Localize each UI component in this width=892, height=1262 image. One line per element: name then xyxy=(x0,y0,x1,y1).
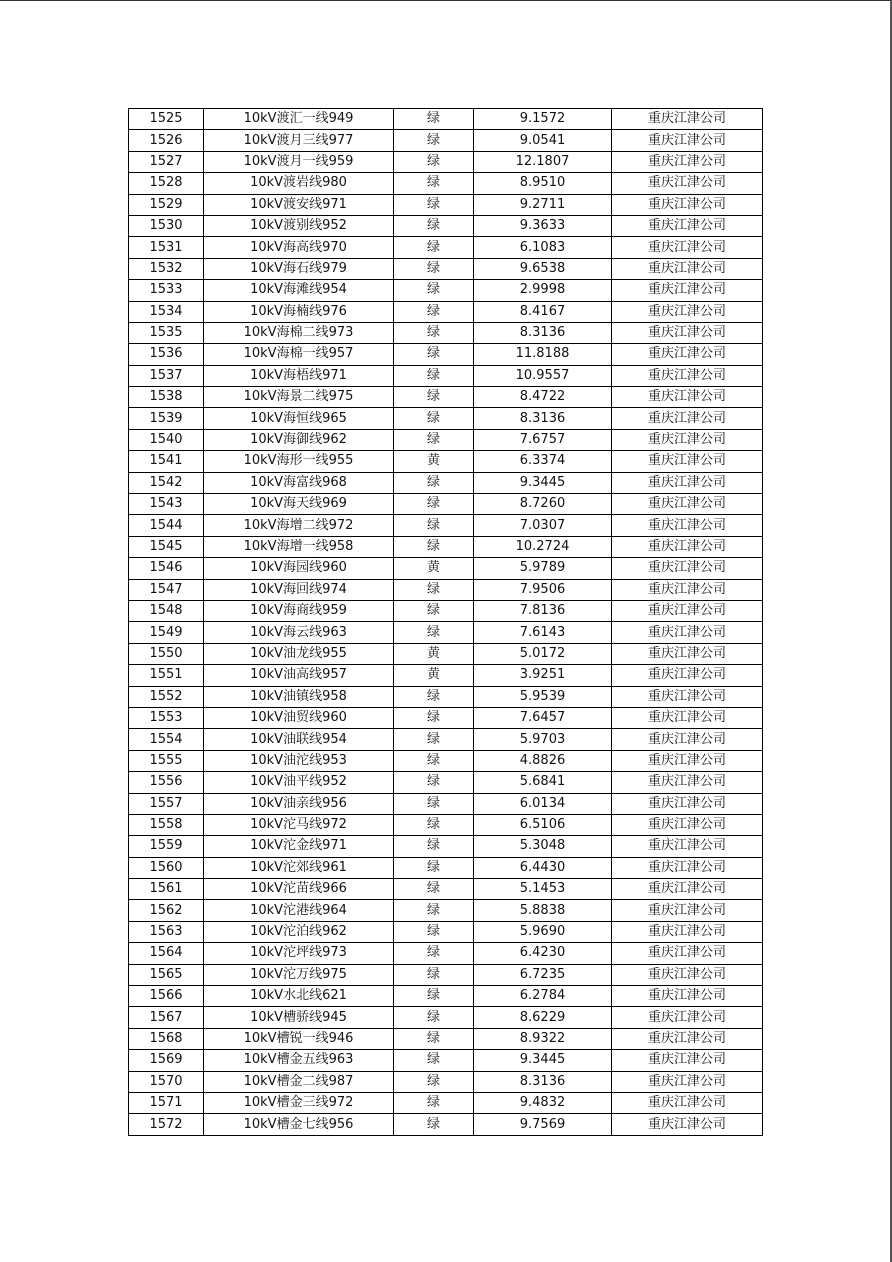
value-cell: 8.7260 xyxy=(474,494,612,515)
row-number-cell: 1541 xyxy=(129,451,204,472)
value-cell: 9.6538 xyxy=(474,258,612,279)
status-color-cell: 绿 xyxy=(394,1028,474,1049)
company-cell: 重庆江津公司 xyxy=(612,943,763,964)
line-name-cell: 10kV沱苗线966 xyxy=(204,879,394,900)
value-cell: 8.6229 xyxy=(474,1007,612,1028)
table-row xyxy=(129,301,763,322)
value-cell: 9.1572 xyxy=(474,109,612,130)
status-color-cell: 绿 xyxy=(394,215,474,236)
value-cell: 5.0172 xyxy=(474,643,612,664)
row-number-cell: 1528 xyxy=(129,173,204,194)
line-name-cell: 10kV渡别线952 xyxy=(204,215,394,236)
status-color-cell: 绿 xyxy=(394,1114,474,1135)
value-cell: 9.3445 xyxy=(474,472,612,493)
line-name-cell: 10kV海梧线971 xyxy=(204,365,394,386)
table-row xyxy=(129,451,763,472)
company-cell: 重庆江津公司 xyxy=(612,1092,763,1113)
table-row xyxy=(129,109,763,130)
status-color-cell: 绿 xyxy=(394,772,474,793)
company-cell: 重庆江津公司 xyxy=(612,515,763,536)
row-number-cell: 1547 xyxy=(129,579,204,600)
company-cell: 重庆江津公司 xyxy=(612,215,763,236)
table-body xyxy=(129,109,763,1136)
company-cell: 重庆江津公司 xyxy=(612,387,763,408)
value-cell: 12.1807 xyxy=(474,151,612,172)
row-number-cell: 1536 xyxy=(129,344,204,365)
row-number-cell: 1566 xyxy=(129,986,204,1007)
table-row xyxy=(129,665,763,686)
company-cell: 重庆江津公司 xyxy=(612,643,763,664)
line-name-cell: 10kV海御线962 xyxy=(204,429,394,450)
status-color-cell: 绿 xyxy=(394,429,474,450)
value-cell: 11.8188 xyxy=(474,344,612,365)
value-cell: 4.8826 xyxy=(474,750,612,771)
line-name-cell: 10kV海高线970 xyxy=(204,237,394,258)
value-cell: 8.3136 xyxy=(474,408,612,429)
row-number-cell: 1538 xyxy=(129,387,204,408)
company-cell: 重庆江津公司 xyxy=(612,322,763,343)
row-number-cell: 1561 xyxy=(129,879,204,900)
line-name-cell: 10kV海景二线975 xyxy=(204,387,394,408)
table-row xyxy=(129,1007,763,1028)
line-name-cell: 10kV海园线960 xyxy=(204,558,394,579)
company-cell: 重庆江津公司 xyxy=(612,622,763,643)
line-name-cell: 10kV槽金五线963 xyxy=(204,1050,394,1071)
table-row xyxy=(129,344,763,365)
table-row xyxy=(129,1114,763,1135)
table-row xyxy=(129,707,763,728)
company-cell: 重庆江津公司 xyxy=(612,558,763,579)
status-color-cell: 绿 xyxy=(394,258,474,279)
company-cell: 重庆江津公司 xyxy=(612,814,763,835)
status-color-cell: 绿 xyxy=(394,793,474,814)
status-color-cell: 绿 xyxy=(394,857,474,878)
value-cell: 5.8838 xyxy=(474,900,612,921)
status-color-cell: 绿 xyxy=(394,1092,474,1113)
company-cell: 重庆江津公司 xyxy=(612,665,763,686)
row-number-cell: 1570 xyxy=(129,1071,204,1092)
line-name-cell: 10kV沱金线971 xyxy=(204,836,394,857)
table-row xyxy=(129,365,763,386)
line-name-cell: 10kV海棉二线973 xyxy=(204,322,394,343)
company-cell: 重庆江津公司 xyxy=(612,472,763,493)
row-number-cell: 1565 xyxy=(129,964,204,985)
status-color-cell: 绿 xyxy=(394,900,474,921)
company-cell: 重庆江津公司 xyxy=(612,1071,763,1092)
value-cell: 8.3136 xyxy=(474,322,612,343)
table-row xyxy=(129,643,763,664)
line-name-cell: 10kV油贸线960 xyxy=(204,707,394,728)
value-cell: 7.6757 xyxy=(474,429,612,450)
row-number-cell: 1535 xyxy=(129,322,204,343)
row-number-cell: 1534 xyxy=(129,301,204,322)
value-cell: 5.1453 xyxy=(474,879,612,900)
table-row xyxy=(129,280,763,301)
value-cell: 10.2724 xyxy=(474,536,612,557)
table-row xyxy=(129,793,763,814)
row-number-cell: 1553 xyxy=(129,707,204,728)
status-color-cell: 绿 xyxy=(394,494,474,515)
value-cell: 10.9557 xyxy=(474,365,612,386)
status-color-cell: 黄 xyxy=(394,451,474,472)
row-number-cell: 1572 xyxy=(129,1114,204,1135)
value-cell: 9.2711 xyxy=(474,194,612,215)
company-cell: 重庆江津公司 xyxy=(612,921,763,942)
status-color-cell: 绿 xyxy=(394,836,474,857)
table-row xyxy=(129,729,763,750)
value-cell: 5.9703 xyxy=(474,729,612,750)
value-cell: 5.9789 xyxy=(474,558,612,579)
status-color-cell: 绿 xyxy=(394,707,474,728)
status-color-cell: 绿 xyxy=(394,622,474,643)
line-name-cell: 10kV海富线968 xyxy=(204,472,394,493)
value-cell: 6.7235 xyxy=(474,964,612,985)
row-number-cell: 1526 xyxy=(129,130,204,151)
company-cell: 重庆江津公司 xyxy=(612,1114,763,1135)
table-row xyxy=(129,408,763,429)
company-cell: 重庆江津公司 xyxy=(612,301,763,322)
table-row xyxy=(129,387,763,408)
company-cell: 重庆江津公司 xyxy=(612,151,763,172)
table-row xyxy=(129,258,763,279)
line-name-cell: 10kV油沱线953 xyxy=(204,750,394,771)
line-name-cell: 10kV海天线969 xyxy=(204,494,394,515)
table-row xyxy=(129,772,763,793)
row-number-cell: 1549 xyxy=(129,622,204,643)
page-top-edge xyxy=(0,0,892,1)
table-row xyxy=(129,1071,763,1092)
company-cell: 重庆江津公司 xyxy=(612,729,763,750)
value-cell: 9.4832 xyxy=(474,1092,612,1113)
table-row xyxy=(129,1028,763,1049)
table-row xyxy=(129,322,763,343)
value-cell: 6.0134 xyxy=(474,793,612,814)
row-number-cell: 1533 xyxy=(129,280,204,301)
status-color-cell: 黄 xyxy=(394,665,474,686)
row-number-cell: 1532 xyxy=(129,258,204,279)
table-row xyxy=(129,173,763,194)
table-row xyxy=(129,1050,763,1071)
table-row xyxy=(129,836,763,857)
row-number-cell: 1560 xyxy=(129,857,204,878)
table-row xyxy=(129,429,763,450)
row-number-cell: 1545 xyxy=(129,536,204,557)
value-cell: 8.4722 xyxy=(474,387,612,408)
line-name-cell: 10kV槽金三线972 xyxy=(204,1092,394,1113)
line-name-cell: 10kV槽锐一线946 xyxy=(204,1028,394,1049)
value-cell: 7.6143 xyxy=(474,622,612,643)
line-name-cell: 10kV渡汇一线949 xyxy=(204,109,394,130)
company-cell: 重庆江津公司 xyxy=(612,964,763,985)
company-cell: 重庆江津公司 xyxy=(612,707,763,728)
company-cell: 重庆江津公司 xyxy=(612,1007,763,1028)
row-number-cell: 1537 xyxy=(129,365,204,386)
line-name-cell: 10kV渡岩线980 xyxy=(204,173,394,194)
status-color-cell: 绿 xyxy=(394,536,474,557)
value-cell: 6.1083 xyxy=(474,237,612,258)
value-cell: 6.2784 xyxy=(474,986,612,1007)
company-cell: 重庆江津公司 xyxy=(612,1028,763,1049)
company-cell: 重庆江津公司 xyxy=(612,429,763,450)
row-number-cell: 1563 xyxy=(129,921,204,942)
status-color-cell: 绿 xyxy=(394,814,474,835)
row-number-cell: 1558 xyxy=(129,814,204,835)
line-name-cell: 10kV海增一线958 xyxy=(204,536,394,557)
table-row xyxy=(129,130,763,151)
row-number-cell: 1525 xyxy=(129,109,204,130)
company-cell: 重庆江津公司 xyxy=(612,857,763,878)
row-number-cell: 1551 xyxy=(129,665,204,686)
table-row xyxy=(129,579,763,600)
value-cell: 7.0307 xyxy=(474,515,612,536)
line-name-cell: 10kV沱郊线961 xyxy=(204,857,394,878)
table-row xyxy=(129,879,763,900)
company-cell: 重庆江津公司 xyxy=(612,1050,763,1071)
table-row xyxy=(129,857,763,878)
row-number-cell: 1542 xyxy=(129,472,204,493)
table-row xyxy=(129,622,763,643)
status-color-cell: 绿 xyxy=(394,365,474,386)
company-cell: 重庆江津公司 xyxy=(612,408,763,429)
row-number-cell: 1569 xyxy=(129,1050,204,1071)
table-row xyxy=(129,986,763,1007)
company-cell: 重庆江津公司 xyxy=(612,793,763,814)
value-cell: 6.4430 xyxy=(474,857,612,878)
value-cell: 6.3374 xyxy=(474,451,612,472)
status-color-cell: 绿 xyxy=(394,964,474,985)
status-color-cell: 绿 xyxy=(394,943,474,964)
table-row xyxy=(129,686,763,707)
table-row xyxy=(129,194,763,215)
value-cell: 5.6841 xyxy=(474,772,612,793)
row-number-cell: 1562 xyxy=(129,900,204,921)
line-name-cell: 10kV海恒线965 xyxy=(204,408,394,429)
company-cell: 重庆江津公司 xyxy=(612,344,763,365)
row-number-cell: 1559 xyxy=(129,836,204,857)
status-color-cell: 绿 xyxy=(394,322,474,343)
status-color-cell: 绿 xyxy=(394,579,474,600)
row-number-cell: 1556 xyxy=(129,772,204,793)
line-name-cell: 10kV渡月三线977 xyxy=(204,130,394,151)
company-cell: 重庆江津公司 xyxy=(612,280,763,301)
value-cell: 7.8136 xyxy=(474,600,612,621)
status-color-cell: 绿 xyxy=(394,301,474,322)
company-cell: 重庆江津公司 xyxy=(612,986,763,1007)
row-number-cell: 1571 xyxy=(129,1092,204,1113)
company-cell: 重庆江津公司 xyxy=(612,109,763,130)
row-number-cell: 1564 xyxy=(129,943,204,964)
row-number-cell: 1567 xyxy=(129,1007,204,1028)
row-number-cell: 1531 xyxy=(129,237,204,258)
row-number-cell: 1554 xyxy=(129,729,204,750)
table-row xyxy=(129,921,763,942)
line-name-cell: 10kV油高线957 xyxy=(204,665,394,686)
line-name-cell: 10kV槽金二线987 xyxy=(204,1071,394,1092)
line-name-cell: 10kV沱泊线962 xyxy=(204,921,394,942)
company-cell: 重庆江津公司 xyxy=(612,836,763,857)
line-name-cell: 10kV沱坪线973 xyxy=(204,943,394,964)
status-color-cell: 绿 xyxy=(394,280,474,301)
line-name-cell: 10kV渡安线971 xyxy=(204,194,394,215)
table-row xyxy=(129,515,763,536)
line-name-cell: 10kV海形一线955 xyxy=(204,451,394,472)
line-name-cell: 10kV海回线974 xyxy=(204,579,394,600)
row-number-cell: 1548 xyxy=(129,600,204,621)
value-cell: 3.9251 xyxy=(474,665,612,686)
table-row xyxy=(129,750,763,771)
line-name-cell: 10kV油平线952 xyxy=(204,772,394,793)
company-cell: 重庆江津公司 xyxy=(612,900,763,921)
company-cell: 重庆江津公司 xyxy=(612,579,763,600)
line-name-cell: 10kV渡月一线959 xyxy=(204,151,394,172)
value-cell: 5.9690 xyxy=(474,921,612,942)
status-color-cell: 绿 xyxy=(394,472,474,493)
status-color-cell: 黄 xyxy=(394,643,474,664)
status-color-cell: 绿 xyxy=(394,686,474,707)
table-row xyxy=(129,943,763,964)
table-row xyxy=(129,964,763,985)
row-number-cell: 1552 xyxy=(129,686,204,707)
value-cell: 9.3633 xyxy=(474,215,612,236)
line-name-cell: 10kV海增二线972 xyxy=(204,515,394,536)
value-cell: 9.0541 xyxy=(474,130,612,151)
value-cell: 2.9998 xyxy=(474,280,612,301)
line-name-cell: 10kV油联线954 xyxy=(204,729,394,750)
value-cell: 5.3048 xyxy=(474,836,612,857)
company-cell: 重庆江津公司 xyxy=(612,772,763,793)
status-color-cell: 绿 xyxy=(394,237,474,258)
company-cell: 重庆江津公司 xyxy=(612,365,763,386)
status-color-cell: 绿 xyxy=(394,986,474,1007)
company-cell: 重庆江津公司 xyxy=(612,130,763,151)
value-cell: 8.3136 xyxy=(474,1071,612,1092)
company-cell: 重庆江津公司 xyxy=(612,750,763,771)
table-row xyxy=(129,814,763,835)
status-color-cell: 绿 xyxy=(394,515,474,536)
row-number-cell: 1543 xyxy=(129,494,204,515)
status-color-cell: 绿 xyxy=(394,600,474,621)
status-color-cell: 绿 xyxy=(394,879,474,900)
line-name-cell: 10kV槽骄线945 xyxy=(204,1007,394,1028)
table-row xyxy=(129,600,763,621)
row-number-cell: 1568 xyxy=(129,1028,204,1049)
value-cell: 9.7569 xyxy=(474,1114,612,1135)
status-color-cell: 绿 xyxy=(394,387,474,408)
line-name-cell: 10kV海商线959 xyxy=(204,600,394,621)
line-name-cell: 10kV槽金七线956 xyxy=(204,1114,394,1135)
line-name-cell: 10kV海云线963 xyxy=(204,622,394,643)
row-number-cell: 1527 xyxy=(129,151,204,172)
company-cell: 重庆江津公司 xyxy=(612,600,763,621)
table-row xyxy=(129,151,763,172)
row-number-cell: 1550 xyxy=(129,643,204,664)
row-number-cell: 1540 xyxy=(129,429,204,450)
table-row xyxy=(129,558,763,579)
line-name-cell: 10kV海楠线976 xyxy=(204,301,394,322)
line-name-cell: 10kV油龙线955 xyxy=(204,643,394,664)
line-name-cell: 10kV水北线621 xyxy=(204,986,394,1007)
status-color-cell: 绿 xyxy=(394,130,474,151)
value-cell: 8.9510 xyxy=(474,173,612,194)
status-color-cell: 绿 xyxy=(394,344,474,365)
status-color-cell: 绿 xyxy=(394,750,474,771)
company-cell: 重庆江津公司 xyxy=(612,536,763,557)
table-row xyxy=(129,237,763,258)
row-number-cell: 1555 xyxy=(129,750,204,771)
row-number-cell: 1546 xyxy=(129,558,204,579)
status-color-cell: 绿 xyxy=(394,1071,474,1092)
table-row xyxy=(129,536,763,557)
company-cell: 重庆江津公司 xyxy=(612,173,763,194)
table-row xyxy=(129,900,763,921)
value-cell: 8.4167 xyxy=(474,301,612,322)
status-color-cell: 绿 xyxy=(394,151,474,172)
company-cell: 重庆江津公司 xyxy=(612,494,763,515)
value-cell: 6.4230 xyxy=(474,943,612,964)
table-row xyxy=(129,494,763,515)
status-color-cell: 黄 xyxy=(394,558,474,579)
status-color-cell: 绿 xyxy=(394,109,474,130)
row-number-cell: 1530 xyxy=(129,215,204,236)
status-color-cell: 绿 xyxy=(394,1007,474,1028)
value-cell: 6.5106 xyxy=(474,814,612,835)
company-cell: 重庆江津公司 xyxy=(612,686,763,707)
company-cell: 重庆江津公司 xyxy=(612,879,763,900)
row-number-cell: 1557 xyxy=(129,793,204,814)
value-cell: 7.9506 xyxy=(474,579,612,600)
line-name-cell: 10kV沱港线964 xyxy=(204,900,394,921)
status-color-cell: 绿 xyxy=(394,1050,474,1071)
value-cell: 5.9539 xyxy=(474,686,612,707)
line-name-cell: 10kV海石线979 xyxy=(204,258,394,279)
line-name-cell: 10kV沱马线972 xyxy=(204,814,394,835)
value-cell: 8.9322 xyxy=(474,1028,612,1049)
status-color-cell: 绿 xyxy=(394,194,474,215)
line-name-cell: 10kV海滩线954 xyxy=(204,280,394,301)
status-color-cell: 绿 xyxy=(394,729,474,750)
status-color-cell: 绿 xyxy=(394,173,474,194)
company-cell: 重庆江津公司 xyxy=(612,194,763,215)
status-color-cell: 绿 xyxy=(394,408,474,429)
line-name-cell: 10kV沱万线975 xyxy=(204,964,394,985)
feeder-line-table xyxy=(128,108,763,1136)
line-name-cell: 10kV海棉一线957 xyxy=(204,344,394,365)
table-row xyxy=(129,215,763,236)
row-number-cell: 1544 xyxy=(129,515,204,536)
value-cell: 9.3445 xyxy=(474,1050,612,1071)
company-cell: 重庆江津公司 xyxy=(612,237,763,258)
row-number-cell: 1539 xyxy=(129,408,204,429)
table-row xyxy=(129,1092,763,1113)
line-name-cell: 10kV油亲线956 xyxy=(204,793,394,814)
table-row xyxy=(129,472,763,493)
company-cell: 重庆江津公司 xyxy=(612,258,763,279)
value-cell: 7.6457 xyxy=(474,707,612,728)
status-color-cell: 绿 xyxy=(394,921,474,942)
company-cell: 重庆江津公司 xyxy=(612,451,763,472)
line-name-cell: 10kV油镇线958 xyxy=(204,686,394,707)
row-number-cell: 1529 xyxy=(129,194,204,215)
